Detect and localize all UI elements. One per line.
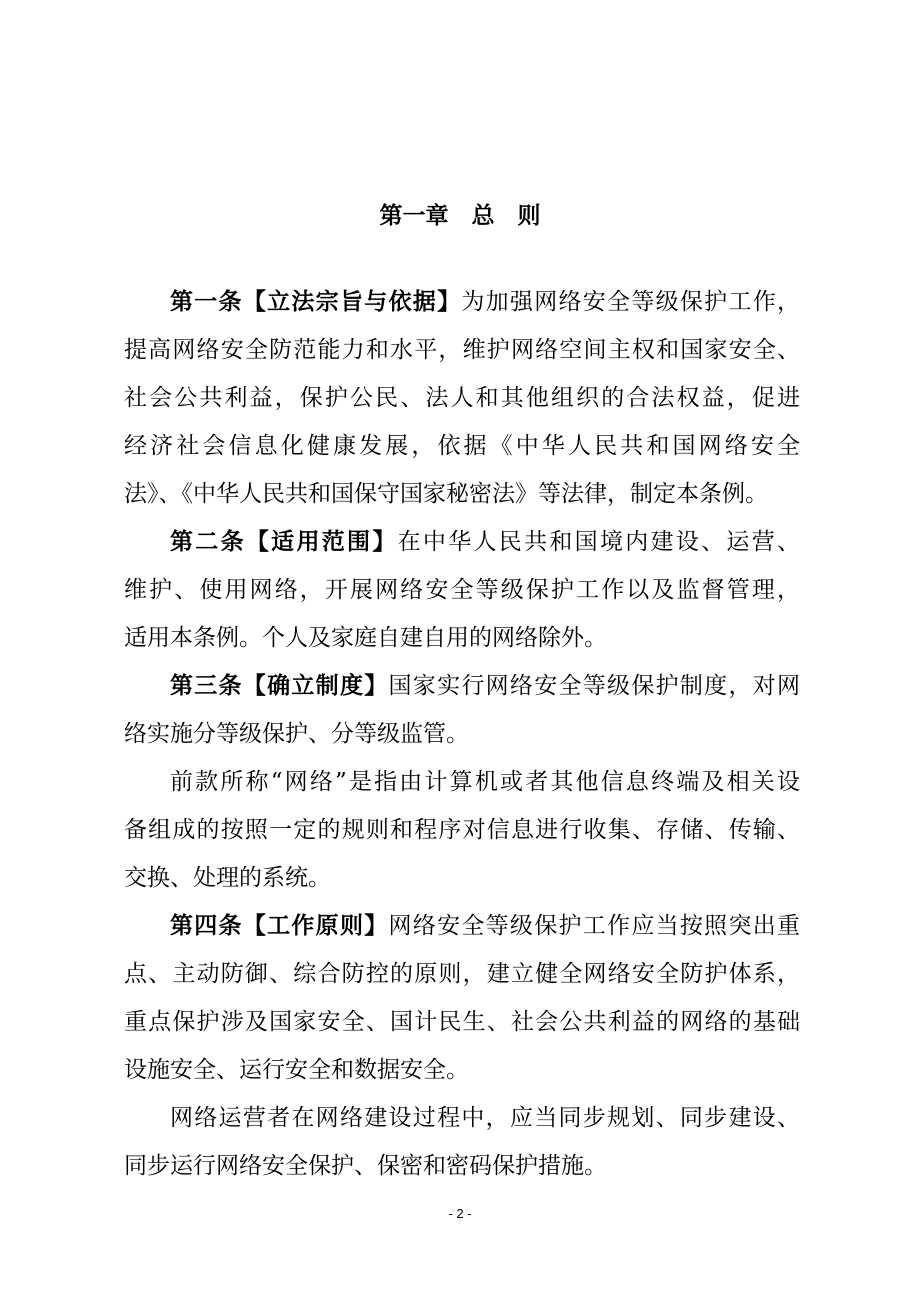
- article-4-extra-line-1: 网络运营者在网络建设过程中，应当同步规划、同步建设、: [170, 1105, 800, 1131]
- article-4-label: 第四条【工作原则】: [170, 913, 389, 939]
- article-2: [124, 518, 800, 662]
- article-1-line-2: 提高网络安全防范能力和水平，维护网络空间主权和国家安全、: [124, 337, 800, 363]
- article-1-line-4: 经济社会信息化健康发展，依据《中华人民共和国网络安全: [124, 433, 800, 459]
- article-1-line-3: 社会公共利益，保护公民、法人和其他组织的合法权益，促进: [124, 385, 800, 411]
- article-4: [124, 902, 800, 1190]
- article-4-text-1: 网络安全等级保护工作应当按照突出重: [388, 913, 801, 939]
- article-3-extra-line-2: 备组成的按照一定的规则和程序对信息进行收集、存储、传输、: [124, 817, 800, 843]
- article-1-label: 第一条【立法宗旨与依据】: [170, 289, 462, 315]
- article-2-line-3: 适用本条例。个人及家庭自建自用的网络除外。: [124, 625, 607, 651]
- article-2-line-1: [124, 518, 800, 566]
- article-3: [124, 662, 800, 902]
- article-1-text-1: 为加强网络安全等级保护工作，: [461, 289, 801, 315]
- article-2-label: 第二条【适用范围】: [170, 529, 398, 555]
- article-1-line-5: 法》、《中华人民共和国保守国家秘密法》等法律，制定本条例。: [124, 481, 768, 507]
- article-3-extra-line-1: 前款所称“网络”是指由计算机或者其他信息终端及相关设: [170, 769, 800, 795]
- article-2-line-2: 维护、使用网络，开展网络安全等级保护工作以及监督管理，: [124, 577, 800, 603]
- article-4-extra-line-2: 同步运行网络安全保护、保密和密码保护措施。: [124, 1153, 607, 1179]
- article-3-extra-line-3: 交换、处理的系统。: [124, 865, 331, 891]
- article-3-text-1: 国家实行网络安全等级保护制度，对网: [388, 673, 801, 699]
- article-1-line-1: [124, 278, 800, 326]
- article-2-text-1: 在中华人民共和国境内建设、运营、: [397, 529, 801, 555]
- article-4-line-2: 点、主动防御、综合防控的原则，建立健全网络安全防护体系，: [124, 961, 800, 987]
- article-3-line-1: [124, 662, 800, 710]
- article-4-line-3: 重点保护涉及国家安全、国计民生、社会公共利益的网络的基础: [124, 1009, 800, 1035]
- article-3-line-2: 络实施分等级保护、分等级监管。: [124, 721, 469, 747]
- article-4-line-4: 设施安全、运行安全和数据安全。: [124, 1057, 469, 1083]
- article-3-label: 第三条【确立制度】: [170, 673, 389, 699]
- article-1: [124, 278, 800, 518]
- chapter-title: 第一章 总 则: [379, 203, 541, 229]
- article-4-line-1: [124, 902, 800, 950]
- page-number: - 2 -: [448, 1206, 472, 1221]
- document-body: [124, 278, 800, 1190]
